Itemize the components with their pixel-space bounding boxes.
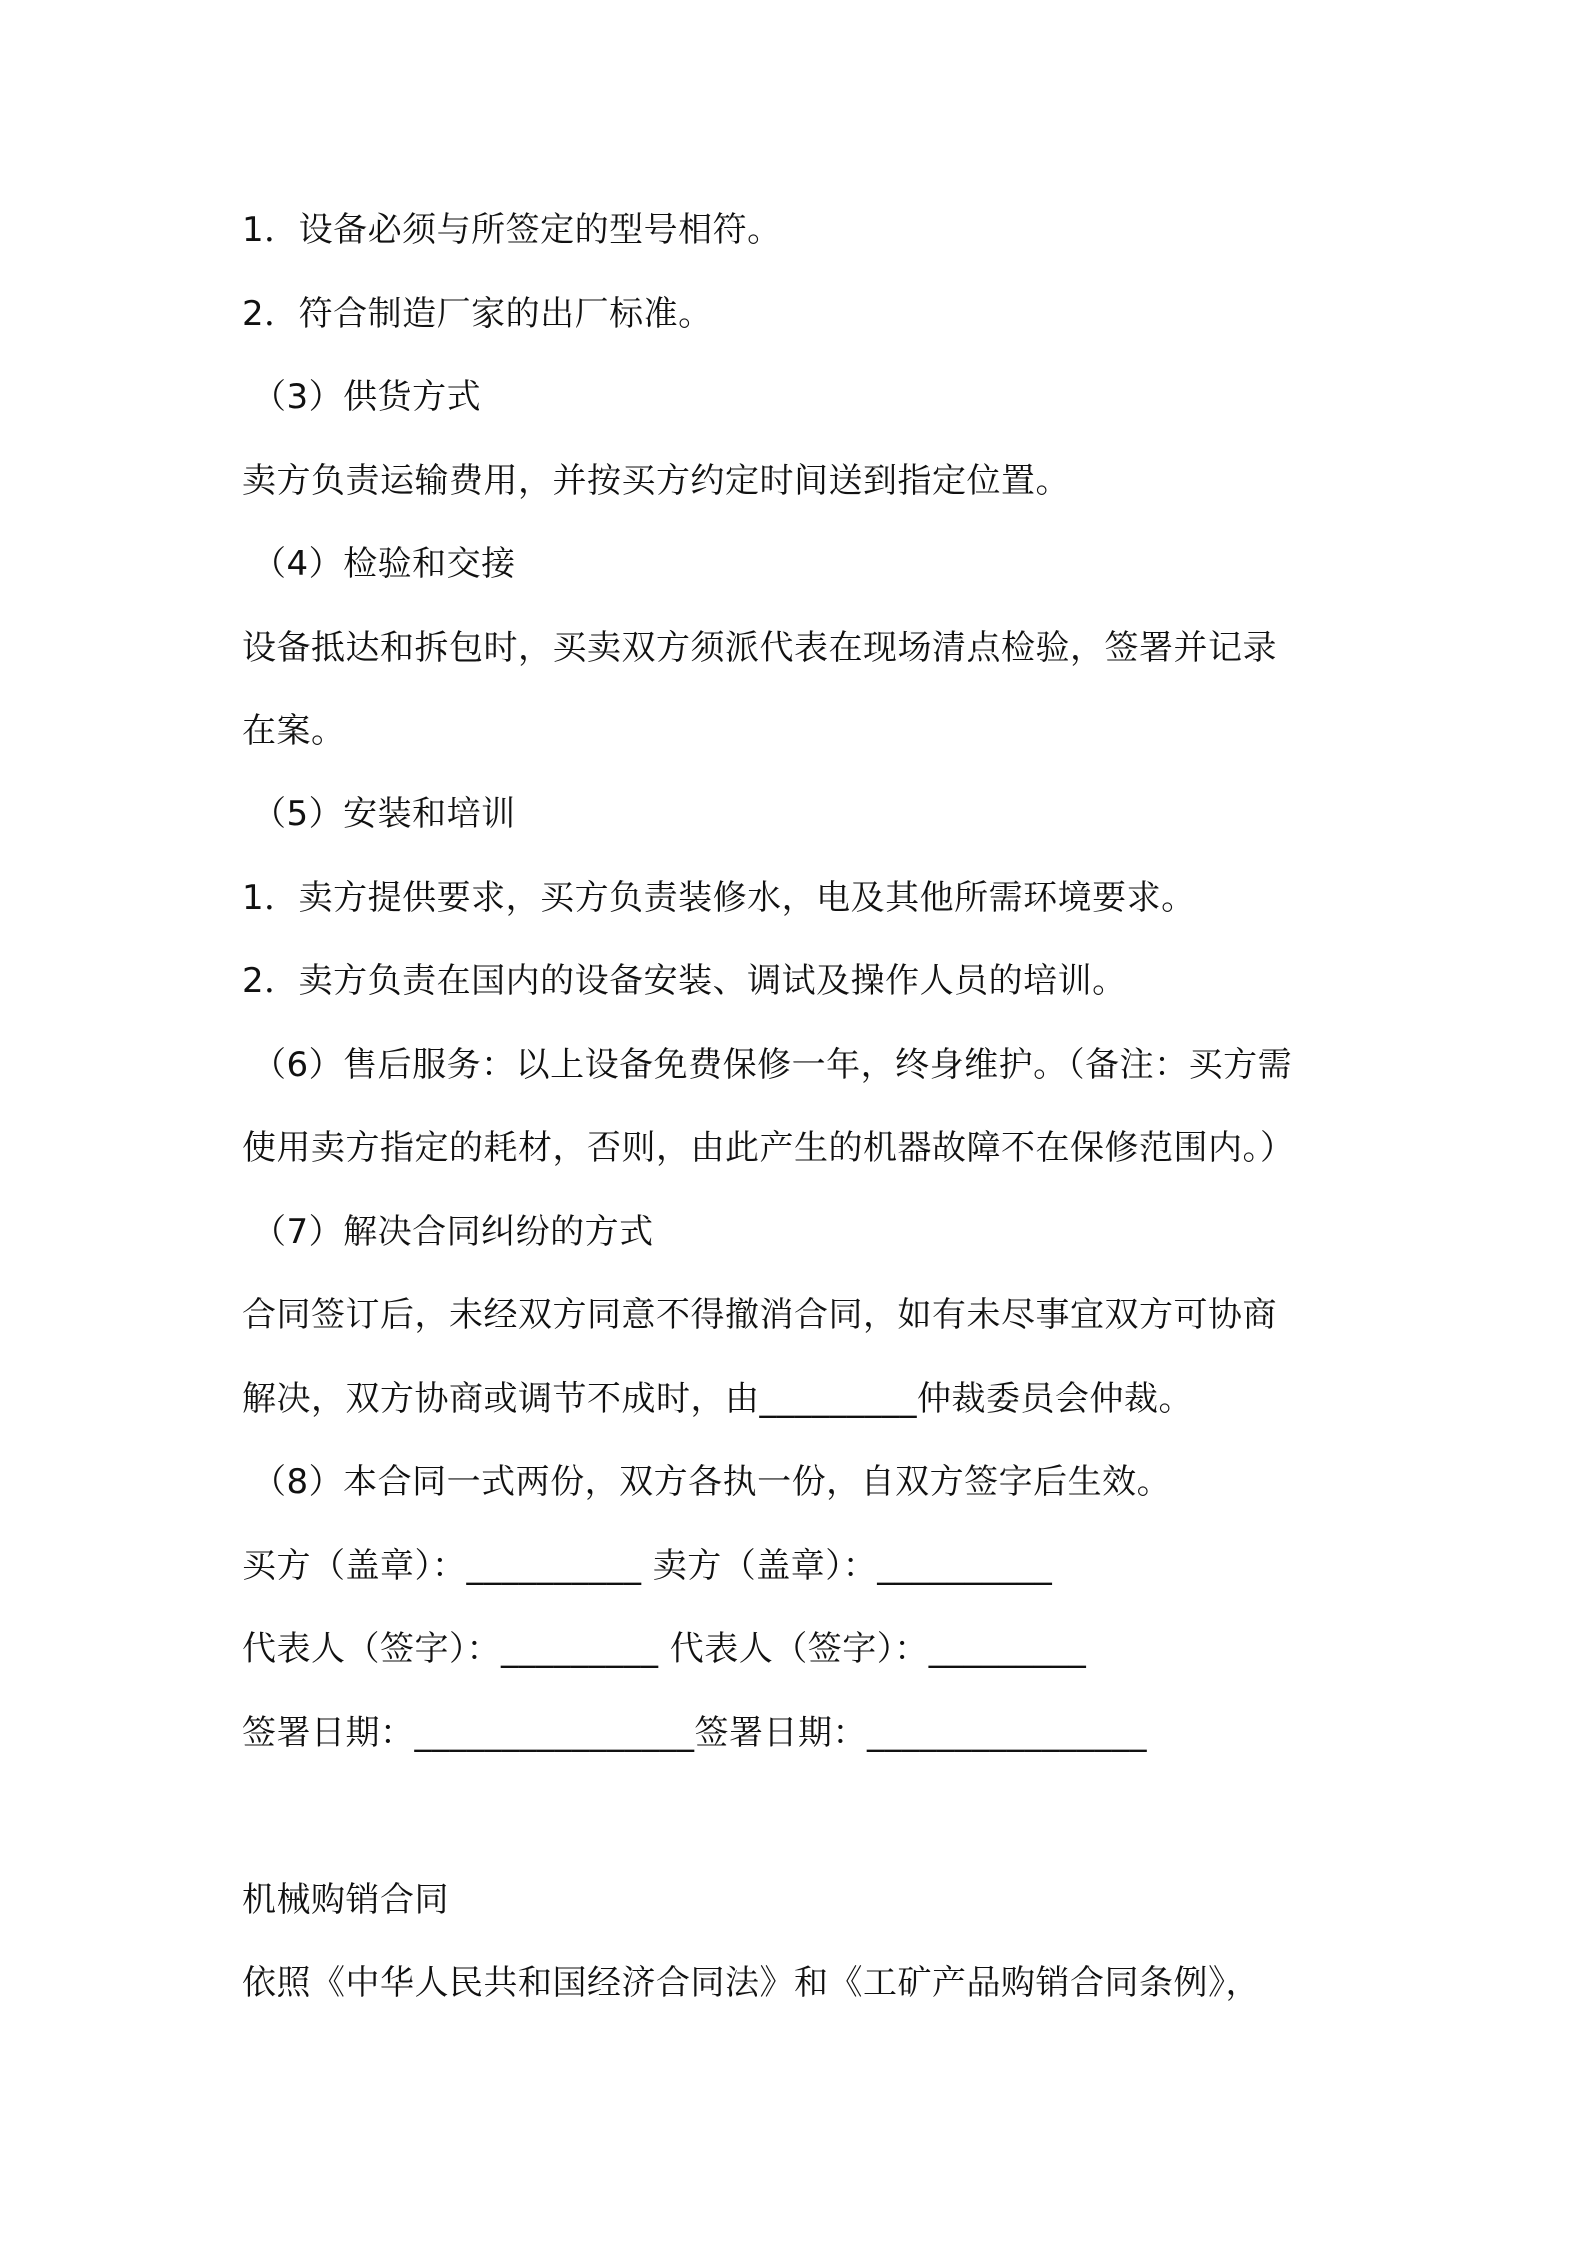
- inspection-text-line-2: 在案。: [242, 711, 346, 751]
- installation-item-1: 1．卖方提供要求，买方负责装修水，电及其他所需环境要求。: [242, 878, 1196, 918]
- section-4-inspection: （4）检验和交接: [252, 544, 516, 584]
- section-3-supply-method: （3）供货方式: [252, 377, 482, 417]
- clause-1-model-match: 1．设备必须与所签定的型号相符。: [242, 210, 782, 250]
- section-7-dispute-resolution: （7）解决合同纠纷的方式: [252, 1212, 654, 1252]
- representative-signature-line: 代表人（签字）：_________ 代表人（签字）：_________: [242, 1629, 1087, 1669]
- contract-title: 机械购销合同: [242, 1880, 449, 1920]
- inspection-text-line-1: 设备抵达和拆包时，买卖双方须派代表在现场清点检验，签署并记录: [242, 628, 1277, 668]
- signing-date-line: 签署日期：________________签署日期：________________: [242, 1713, 1147, 1753]
- section-5-installation-training: （5）安装和培训: [252, 794, 516, 834]
- section-6-after-sales-line-2: 使用卖方指定的耗材，否则，由此产生的机器故障不在保修范围内。）: [242, 1128, 1295, 1168]
- section-8-copies: （8）本合同一式两份，双方各执一份，自双方签字后生效。: [252, 1462, 1172, 1502]
- contract-intro-line: 依照《中华人民共和国经济合同法》和《工矿产品购销合同条例》，: [242, 1963, 1260, 2003]
- section-6-after-sales-line-1: （6）售后服务：以上设备免费保修一年，终身维护。（备注：买方需: [252, 1045, 1293, 1085]
- clause-2-factory-standard: 2．符合制造厂家的出厂标准。: [242, 294, 713, 334]
- installation-item-2: 2．卖方负责在国内的设备安装、调试及操作人员的培训。: [242, 961, 1127, 1001]
- supply-method-text: 卖方负责运输费用，并按买方约定时间送到指定位置。: [242, 461, 1070, 501]
- dispute-text-line-1: 合同签订后，未经双方同意不得撤消合同，如有未尽事宜双方可协商: [242, 1295, 1277, 1335]
- buyer-seller-seal-line: 买方（盖章）：__________ 卖方（盖章）：__________: [242, 1546, 1053, 1586]
- dispute-text-line-2: 解决，双方协商或调节不成时，由_________仲裁委员会仲裁。: [242, 1379, 1193, 1419]
